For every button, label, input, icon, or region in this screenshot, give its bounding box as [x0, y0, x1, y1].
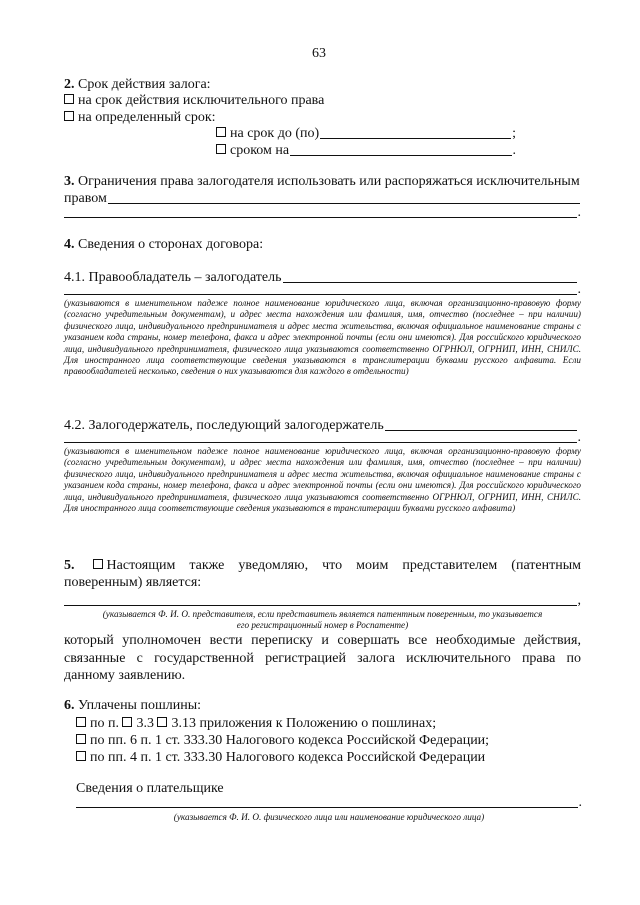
section-5-paragraph: который уполномочен вести переписку и совершать все необходимые действия, связанные с государственной регистрацией залога исключительного права по данному заявлению.	[64, 633, 581, 683]
checkbox-icon[interactable]	[216, 144, 226, 154]
fee-item-1[interactable]	[76, 716, 436, 732]
section-4-2-note: (указываются в именительном падеже полное наименование юридического лица, включая организационно-правовую форму (согласно учредительным документам), и адрес места нахождения или фамилия, имя, отчество (последнее – при наличии) физического лица, индивидуального предпринимателя и адрес места жительства, включая официальное наименование страны с указанием кода страны, номер телефона, факса и адрес электронной почты (если они имеются). Для российского юридического лица, индивидуального предпринимателя, физического лица указываются соответственно ОГРНЮЛ, ОГРНИП, ИНН, СНИЛС. Для иностранного лица соответствующие сведения указываются в транслитерации буквами русского алфавита)	[64, 446, 581, 514]
representative-note-2: его регистрационный номер в Роспатенте)	[236, 620, 409, 630]
section-4-1-end: .	[577, 282, 581, 297]
section-3-line1	[64, 174, 580, 190]
option-fixed-term[interactable]	[64, 110, 216, 126]
fee-item-2-label: по пп. 6 п. 1 ст. 333.30 Налогового кодекса Российской Федерации;	[90, 733, 490, 748]
restrictions-field[interactable]	[108, 203, 580, 204]
fee-item-2[interactable]	[76, 733, 489, 749]
term-until-end: ;	[512, 126, 516, 141]
checkbox-icon[interactable]	[122, 717, 132, 727]
fee-item-1-b: 3.3	[136, 716, 154, 731]
section-5-line2: поверенным) является:	[64, 575, 202, 590]
fee-item-1-a: по п.	[90, 716, 119, 731]
term-until-row	[216, 126, 516, 142]
representative-field[interactable]	[64, 605, 577, 606]
fee-item-1-c: 3.13 приложения к Положению о пошлинах;	[171, 716, 437, 731]
term-until-label: на срок до (по)	[230, 126, 320, 141]
checkbox-icon[interactable]	[76, 734, 86, 744]
section-4-1-label: 4.1. Правообладатель – залогодатель	[64, 270, 282, 285]
section-4-number: 4.	[64, 237, 75, 252]
section-2-number: 2.	[64, 77, 75, 92]
section-2-title: Срок действия залога:	[78, 77, 211, 92]
section-4-2-label: 4.2. Залогодержатель, последующий залогодержатель	[64, 418, 384, 433]
section-4-1-note: (указываются в именительном падеже полное наименование юридического лица, включая организационно-правовую форму (согласно учредительным документам), и адрес места нахождения или фамилия, имя, отчество (последнее – при наличии) физического лица, индивидуального предпринимателя и адрес места жительства, включая официальное наименование страны с указанием кода страны, номер телефона, факса и адрес электронной почты (если они имеются). Для российского юридического лица, индивидуального предпринимателя, физического лица указываются соответственно ОГРНЮЛ, ОГРНИП, ИНН, СНИЛС. Для иностранного лица соответствующие сведения указываются в транслитерации буквами русского алфавита. Если правообладателей несколько, сведения о них указываются для каждого в отдельности)	[64, 298, 581, 377]
payer-row	[76, 795, 582, 811]
section-3-end: .	[577, 205, 581, 220]
section-6-heading	[64, 698, 201, 714]
fee-item-3-label: по пп. 4 п. 1 ст. 333.30 Налогового кодекса Российской Федерации	[90, 750, 486, 765]
term-duration-row	[216, 143, 516, 159]
section-4-2-end: .	[577, 430, 581, 445]
representative-row	[64, 593, 581, 609]
option-exclusive-right-term[interactable]	[64, 93, 324, 109]
option-label: на срок действия исключительного права	[78, 93, 325, 108]
section-5-number: 5.	[64, 558, 75, 573]
section-5-text: Настоящим также уведомляю, что моим представителем (патентным	[106, 558, 581, 573]
fee-item-3[interactable]	[76, 750, 485, 766]
checkbox-icon[interactable]	[76, 751, 86, 761]
rightholder-field-2[interactable]	[64, 294, 577, 295]
term-until-field[interactable]	[320, 138, 511, 139]
checkbox-icon[interactable]	[76, 717, 86, 727]
term-duration-end: .	[512, 143, 516, 158]
section-6-title: Уплачены пошлины:	[78, 698, 202, 713]
section-3-number: 3.	[64, 174, 75, 189]
payer-note: (указывается Ф. И. О. физического лица или наименование юридического лица)	[173, 812, 485, 822]
section-4-heading	[64, 237, 263, 253]
section-5-line1	[64, 558, 581, 574]
restrictions-field-2[interactable]	[64, 217, 577, 218]
section-4-title: Сведения о сторонах договора:	[78, 237, 264, 252]
checkbox-icon[interactable]	[157, 717, 167, 727]
section-3-text: Ограничения права залогодателя использовать или распоряжаться исключительным	[78, 174, 580, 189]
section-3-line3	[64, 205, 581, 221]
payer-label: Сведения о плательщике	[76, 781, 224, 796]
payer-field[interactable]	[76, 807, 578, 808]
pledgee-field-2[interactable]	[64, 442, 577, 443]
section-4-1-row2	[64, 282, 581, 298]
page-number: 63	[312, 46, 326, 61]
checkbox-icon[interactable]	[216, 127, 226, 137]
term-duration-label: сроком на	[230, 143, 290, 158]
section-4-2-row2	[64, 430, 581, 446]
section-2-heading	[64, 77, 211, 93]
checkbox-icon[interactable]	[64, 111, 74, 121]
payer-end: .	[578, 795, 582, 810]
option-label: на определенный срок:	[78, 110, 216, 125]
checkbox-icon[interactable]	[93, 559, 103, 569]
section-6-number: 6.	[64, 698, 75, 713]
representative-note-1: (указывается Ф. И. О. представителя, если представитель является патентным поверенным, то указывается	[102, 609, 543, 619]
section-3-text-2: правом	[64, 191, 107, 206]
checkbox-icon[interactable]	[64, 94, 74, 104]
representative-end: ,	[577, 593, 581, 608]
term-duration-field[interactable]	[290, 155, 511, 156]
